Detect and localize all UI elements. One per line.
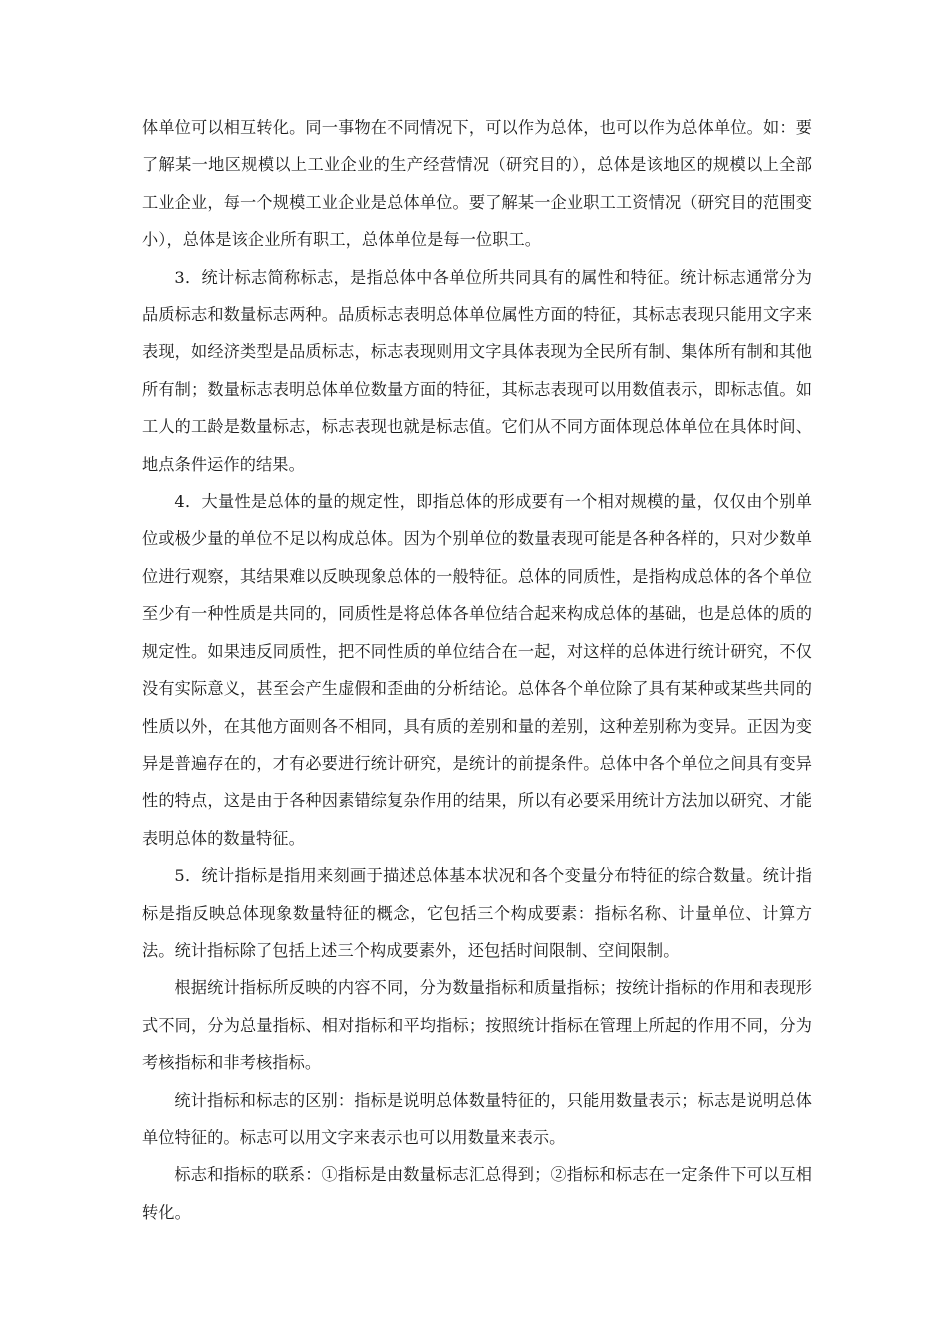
paragraph-item-3: 3．统计标志简称标志，是指总体中各单位所共同具有的属性和特征。统计标志通常分为品质标志和数量标志两种。品质标志表明总体单位属性方面的特征，其标志表现只能用文字来表现，如经济类型是品质标志，标志表现则用文字具体表现为全民所有制、集体所有制和其他所有制；数量标志表明总体单位数量方面的特征，其标志表现可以用数值表示，即标志值。如工人的工龄是数量标志，标志表现也就是标志值。它们从不同方面体现总体单位在具体时间、地点条件运作的结果。 xyxy=(142,267,812,474)
paragraph-indicator-connection: 标志和指标的联系：①指标是由数量标志汇总得到；②指标和标志在一定条件下可以互相转化。 xyxy=(142,1165,812,1222)
paragraph-indicator-difference: 统计指标和标志的区别：指标是说明总体数量特征的，只能用数量表示；标志是说明总体单位特征的。标志可以用文字来表示也可以用数量来表示。 xyxy=(142,1090,812,1147)
document-page xyxy=(142,109,812,1231)
paragraph-item-5: 5．统计指标是指用来刻画于描述总体基本状况和各个变量分布特征的综合数量。统计指标是指反映总体现象数量特征的概念，它包括三个构成要素：指标名称、计量单位、计算方法。统计指标除了包括上述三个构成要素外，还包括时间限制、空间限制。 xyxy=(142,866,812,960)
paragraph-indicator-classification: 根据统计指标所反映的内容不同，分为数量指标和质量指标；按统计指标的作用和表现形式不同，分为总量指标、相对指标和平均指标；按照统计指标在管理上所起的作用不同，分为考核指标和非考核指标。 xyxy=(142,978,812,1073)
paragraph-continuation: 体单位可以相互转化。同一事物在不同情况下，可以作为总体，也可以作为总体单位。如：要了解某一地区规模以上工业企业的生产经营情况（研究目的），总体是该地区的规模以上全部工业企业，每一个规模工业企业是总体单位。要了解某一企业职工工资情况（研究目的范围变小），总体是该企业所有职工，总体单位是每一位职工。 xyxy=(142,118,812,250)
paragraph-item-4: 4．大量性是总体的量的规定性，即指总体的形成要有一个相对规模的量，仅仅由个别单位或极少量的单位不足以构成总体。因为个别单位的数量表现可能是各种各样的，只对少数单位进行观察，其结果难以反映现象总体的一般特征。总体的同质性，是指构成总体的各个单位至少有一种性质是共同的，同质性是将总体各单位结合起来构成总体的基础，也是总体的质的规定性。如果违反同质性，把不同性质的单位结合在一起，对这样的总体进行统计研究，不仅没有实际意义，甚至会产生虚假和歪曲的分析结论。总体各个单位除了具有某种或某些共同的性质以外，在其他方面则各不相同，具有质的差别和量的差别，这种差别称为变异。正因为变异是普遍存在的，才有必要进行统计研究，是统计的前提条件。总体中各个单位之间具有变异性的特点，这是由于各种因素错综复杂作用的结果，所以有必要采用统计方法加以研究、才能表明总体的数量特征。 xyxy=(142,492,812,848)
